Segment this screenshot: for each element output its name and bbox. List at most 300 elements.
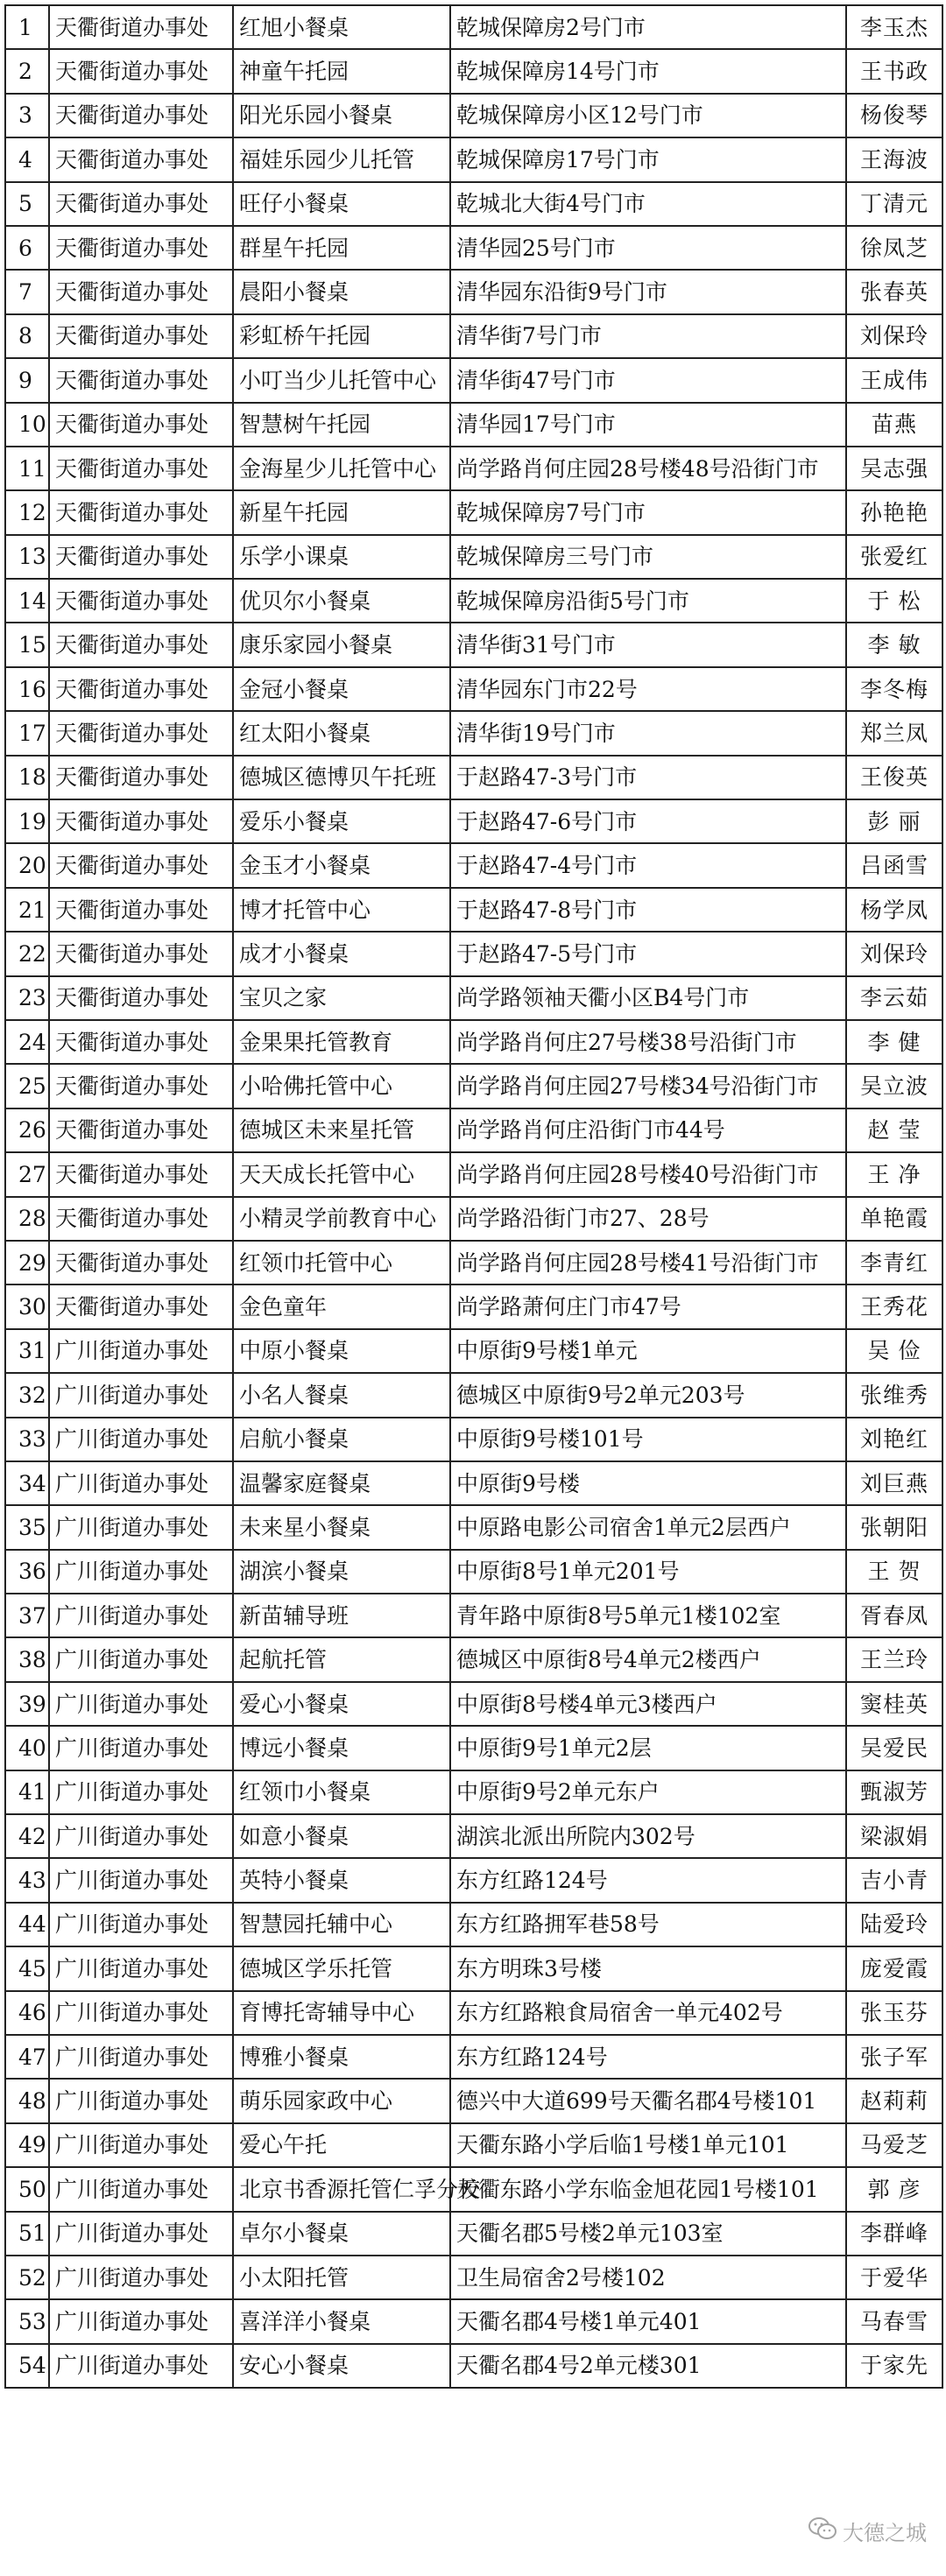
office-cell: 广川街道办事处 — [49, 2123, 233, 2167]
organization-cell: 德城区德博贝午托班 — [233, 756, 450, 799]
organization-cell: 彩虹桥午托园 — [233, 314, 450, 358]
row-number: 31 — [5, 1329, 49, 1373]
organization-cell: 小叮当少儿托管中心 — [233, 358, 450, 402]
office-cell: 广川街道办事处 — [49, 1550, 233, 1594]
table-row — [5, 1020, 942, 1064]
address-cell: 尚学路肖何庄园28号楼40号沿街门市 — [450, 1152, 846, 1196]
table-row — [5, 1329, 942, 1373]
organization-cell: 乐学小课桌 — [233, 535, 450, 579]
table-row — [5, 1461, 942, 1505]
office-cell: 广川街道办事处 — [49, 1637, 233, 1681]
row-number: 34 — [5, 1461, 49, 1505]
table-row — [5, 843, 942, 887]
address-cell: 尚学路沿街门市27、28号 — [450, 1197, 846, 1241]
organization-cell: 博远小餐桌 — [233, 1726, 450, 1770]
organization-cell: 康乐家园小餐桌 — [233, 623, 450, 666]
address-cell: 德兴中大道699号天衢名郡4号楼101 — [450, 2079, 846, 2122]
table-row — [5, 1726, 942, 1770]
table-row — [5, 932, 942, 975]
registry-table — [4, 4, 943, 2389]
row-number: 2 — [5, 49, 49, 93]
table-row — [5, 711, 942, 755]
row-number: 19 — [5, 799, 49, 843]
contact-name-cell: 王兰玲 — [846, 1637, 942, 1681]
contact-name-cell: 李 健 — [846, 1020, 942, 1064]
address-cell: 尚学路领袖天衢小区B4号门市 — [450, 976, 846, 1020]
organization-cell: 德城区未来星托管 — [233, 1109, 450, 1152]
contact-name-cell: 赵莉莉 — [846, 2079, 942, 2122]
contact-name-cell: 梁淑娟 — [846, 1814, 942, 1858]
table-row — [5, 1109, 942, 1152]
row-number: 13 — [5, 535, 49, 579]
organization-cell: 智慧树午托园 — [233, 403, 450, 447]
table-row — [5, 1946, 942, 1990]
contact-name-cell: 李玉杰 — [846, 5, 942, 49]
office-cell: 广川街道办事处 — [49, 1461, 233, 1505]
organization-cell: 英特小餐桌 — [233, 1858, 450, 1902]
contact-name-cell: 马春雪 — [846, 2299, 942, 2343]
address-cell: 尚学路肖何庄沿街门市44号 — [450, 1109, 846, 1152]
row-number: 52 — [5, 2256, 49, 2299]
contact-name-cell: 张子军 — [846, 2035, 942, 2079]
row-number: 7 — [5, 270, 49, 313]
table-row — [5, 1505, 942, 1549]
address-cell: 天衢名郡4号2单元楼301 — [450, 2344, 846, 2388]
row-number: 40 — [5, 1726, 49, 1770]
organization-cell: 博才托管中心 — [233, 888, 450, 932]
row-number: 41 — [5, 1770, 49, 1814]
table-row — [5, 667, 942, 711]
office-cell: 天衢街道办事处 — [49, 1109, 233, 1152]
organization-cell: 福娃乐园少儿托管 — [233, 137, 450, 181]
row-number: 8 — [5, 314, 49, 358]
table-row — [5, 1814, 942, 1858]
office-cell: 广川街道办事处 — [49, 1946, 233, 1990]
address-cell: 乾城保障房三号门市 — [450, 535, 846, 579]
address-cell: 中原路电影公司宿舍1单元2层西户 — [450, 1505, 846, 1549]
row-number: 35 — [5, 1505, 49, 1549]
office-cell: 天衢街道办事处 — [49, 270, 233, 313]
address-cell: 于赵路47-3号门市 — [450, 756, 846, 799]
contact-name-cell: 王海波 — [846, 137, 942, 181]
row-number: 28 — [5, 1197, 49, 1241]
contact-name-cell: 刘巨燕 — [846, 1461, 942, 1505]
organization-cell: 群星午托园 — [233, 226, 450, 270]
address-cell: 于赵路47-8号门市 — [450, 888, 846, 932]
address-cell: 乾城保障房2号门市 — [450, 5, 846, 49]
contact-name-cell: 苗燕 — [846, 403, 942, 447]
address-cell: 清华街19号门市 — [450, 711, 846, 755]
row-number: 5 — [5, 182, 49, 226]
organization-cell: 金冠小餐桌 — [233, 667, 450, 711]
row-number: 54 — [5, 2344, 49, 2388]
table-row — [5, 5, 942, 49]
organization-cell: 中原小餐桌 — [233, 1329, 450, 1373]
office-cell: 广川街道办事处 — [49, 1329, 233, 1373]
row-number: 46 — [5, 1991, 49, 2035]
row-number: 26 — [5, 1109, 49, 1152]
contact-name-cell: 张春英 — [846, 270, 942, 313]
contact-name-cell: 丁清元 — [846, 182, 942, 226]
table-row — [5, 1284, 942, 1328]
row-number: 14 — [5, 579, 49, 623]
address-cell: 清华园17号门市 — [450, 403, 846, 447]
contact-name-cell: 李 敏 — [846, 623, 942, 666]
organization-cell: 成才小餐桌 — [233, 932, 450, 975]
organization-cell: 红旭小餐桌 — [233, 5, 450, 49]
address-cell: 天衢东路小学东临金旭花园1号楼101 — [450, 2167, 846, 2211]
office-cell: 天衢街道办事处 — [49, 94, 233, 137]
office-cell: 天衢街道办事处 — [49, 799, 233, 843]
row-number: 24 — [5, 1020, 49, 1064]
address-cell: 乾城保障房小区12号门市 — [450, 94, 846, 137]
row-number: 11 — [5, 447, 49, 490]
office-cell: 天衢街道办事处 — [49, 1020, 233, 1064]
address-cell: 清华园东门市22号 — [450, 667, 846, 711]
contact-name-cell: 王俊英 — [846, 756, 942, 799]
row-number: 17 — [5, 711, 49, 755]
address-cell: 乾城保障房7号门市 — [450, 490, 846, 534]
address-cell: 乾城保障房沿街5号门市 — [450, 579, 846, 623]
office-cell: 天衢街道办事处 — [49, 976, 233, 1020]
organization-cell: 起航托管 — [233, 1637, 450, 1681]
address-cell: 乾城保障房14号门市 — [450, 49, 846, 93]
table-row — [5, 1594, 942, 1637]
contact-name-cell: 王 净 — [846, 1152, 942, 1196]
address-cell: 尚学路萧何庄门市47号 — [450, 1284, 846, 1328]
table-row — [5, 1991, 942, 2035]
address-cell: 中原街9号楼 — [450, 1461, 846, 1505]
table-row — [5, 49, 942, 93]
table-row — [5, 756, 942, 799]
office-cell: 天衢街道办事处 — [49, 756, 233, 799]
contact-name-cell: 于爱华 — [846, 2256, 942, 2299]
organization-cell: 新星午托园 — [233, 490, 450, 534]
office-cell: 广川街道办事处 — [49, 2212, 233, 2256]
office-cell: 天衢街道办事处 — [49, 490, 233, 534]
organization-cell: 小精灵学前教育中心 — [233, 1197, 450, 1241]
table-row — [5, 799, 942, 843]
contact-name-cell: 庞爱霞 — [846, 1946, 942, 1990]
organization-cell: 萌乐园家政中心 — [233, 2079, 450, 2122]
contact-name-cell: 张维秀 — [846, 1373, 942, 1417]
organization-cell: 小太阳托管 — [233, 2256, 450, 2299]
contact-name-cell: 马爱芝 — [846, 2123, 942, 2167]
contact-name-cell: 吴立波 — [846, 1064, 942, 1108]
wechat-icon — [808, 2516, 837, 2546]
office-cell: 广川街道办事处 — [49, 1814, 233, 1858]
address-cell: 中原街9号楼101号 — [450, 1418, 846, 1461]
table-row — [5, 1241, 942, 1284]
row-number: 25 — [5, 1064, 49, 1108]
contact-name-cell: 杨学凤 — [846, 888, 942, 932]
address-cell: 乾城北大街4号门市 — [450, 182, 846, 226]
organization-cell: 卓尔小餐桌 — [233, 2212, 450, 2256]
contact-name-cell: 刘艳红 — [846, 1418, 942, 1461]
address-cell: 德城区中原街8号4单元2楼西户 — [450, 1637, 846, 1681]
address-cell: 德城区中原街9号2单元203号 — [450, 1373, 846, 1417]
organization-cell: 爱心午托 — [233, 2123, 450, 2167]
contact-name-cell: 郭 彦 — [846, 2167, 942, 2211]
address-cell: 于赵路47-6号门市 — [450, 799, 846, 843]
row-number: 43 — [5, 1858, 49, 1902]
row-number: 21 — [5, 888, 49, 932]
address-cell: 湖滨北派出所院内302号 — [450, 1814, 846, 1858]
contact-name-cell: 郑兰凤 — [846, 711, 942, 755]
organization-cell: 德城区学乐托管 — [233, 1946, 450, 1990]
contact-name-cell: 吴志强 — [846, 447, 942, 490]
organization-cell: 温馨家庭餐桌 — [233, 1461, 450, 1505]
address-cell: 天衢名郡4号楼1单元401 — [450, 2299, 846, 2343]
table-row — [5, 1197, 942, 1241]
table-row — [5, 490, 942, 534]
address-cell: 清华街47号门市 — [450, 358, 846, 402]
row-number: 42 — [5, 1814, 49, 1858]
contact-name-cell: 单艳霞 — [846, 1197, 942, 1241]
contact-name-cell: 刘保玲 — [846, 932, 942, 975]
row-number: 38 — [5, 1637, 49, 1681]
row-number: 27 — [5, 1152, 49, 1196]
organization-cell: 如意小餐桌 — [233, 1814, 450, 1858]
contact-name-cell: 于家先 — [846, 2344, 942, 2388]
watermark — [808, 2516, 927, 2546]
table-row — [5, 1637, 942, 1681]
organization-cell: 喜洋洋小餐桌 — [233, 2299, 450, 2343]
address-cell: 东方红路124号 — [450, 2035, 846, 2079]
address-cell: 于赵路47-5号门市 — [450, 932, 846, 975]
row-number: 44 — [5, 1903, 49, 1946]
organization-cell: 博雅小餐桌 — [233, 2035, 450, 2079]
row-number: 6 — [5, 226, 49, 270]
organization-cell: 小名人餐桌 — [233, 1373, 450, 1417]
row-number: 9 — [5, 358, 49, 402]
row-number: 3 — [5, 94, 49, 137]
address-cell: 清华街31号门市 — [450, 623, 846, 666]
office-cell: 天衢街道办事处 — [49, 579, 233, 623]
table-row — [5, 182, 942, 226]
contact-name-cell: 刘保玲 — [846, 314, 942, 358]
office-cell: 天衢街道办事处 — [49, 623, 233, 666]
office-cell: 天衢街道办事处 — [49, 49, 233, 93]
organization-cell: 神童午托园 — [233, 49, 450, 93]
office-cell: 天衢街道办事处 — [49, 1064, 233, 1108]
row-number: 37 — [5, 1594, 49, 1637]
contact-name-cell: 李青红 — [846, 1241, 942, 1284]
contact-name-cell: 赵 莹 — [846, 1109, 942, 1152]
contact-name-cell: 吴 俭 — [846, 1329, 942, 1373]
table-row — [5, 94, 942, 137]
organization-cell: 金玉才小餐桌 — [233, 843, 450, 887]
office-cell: 天衢街道办事处 — [49, 1152, 233, 1196]
address-cell: 天衢名郡5号楼2单元103室 — [450, 2212, 846, 2256]
organization-cell: 小哈佛托管中心 — [233, 1064, 450, 1108]
office-cell: 广川街道办事处 — [49, 1726, 233, 1770]
table-row — [5, 1418, 942, 1461]
address-cell: 东方明珠3号楼 — [450, 1946, 846, 1990]
row-number: 10 — [5, 403, 49, 447]
table-row — [5, 270, 942, 313]
contact-name-cell: 王书政 — [846, 49, 942, 93]
table-row — [5, 1064, 942, 1108]
table-row — [5, 314, 942, 358]
address-cell: 天衢东路小学后临1号楼1单元101 — [450, 2123, 846, 2167]
row-number: 1 — [5, 5, 49, 49]
organization-cell: 金果果托管教育 — [233, 1020, 450, 1064]
office-cell: 广川街道办事处 — [49, 2299, 233, 2343]
contact-name-cell: 吉小青 — [846, 1858, 942, 1902]
organization-cell: 启航小餐桌 — [233, 1418, 450, 1461]
row-number: 12 — [5, 490, 49, 534]
table-row — [5, 137, 942, 181]
contact-name-cell: 李群峰 — [846, 2212, 942, 2256]
row-number: 53 — [5, 2299, 49, 2343]
table-row — [5, 226, 942, 270]
contact-name-cell: 彭 丽 — [846, 799, 942, 843]
organization-cell: 智慧园托辅中心 — [233, 1903, 450, 1946]
row-number: 30 — [5, 1284, 49, 1328]
address-cell: 尚学路肖何庄园28号楼48号沿街门市 — [450, 447, 846, 490]
office-cell: 广川街道办事处 — [49, 2079, 233, 2122]
contact-name-cell: 张朝阳 — [846, 1505, 942, 1549]
row-number: 15 — [5, 623, 49, 666]
organization-cell: 金色童年 — [233, 1284, 450, 1328]
contact-name-cell: 张爱红 — [846, 535, 942, 579]
address-cell: 卫生局宿舍2号楼102 — [450, 2256, 846, 2299]
contact-name-cell: 孙艳艳 — [846, 490, 942, 534]
organization-cell: 爱心小餐桌 — [233, 1682, 450, 1726]
contact-name-cell: 王成伟 — [846, 358, 942, 402]
contact-name-cell: 李云茹 — [846, 976, 942, 1020]
table-row — [5, 976, 942, 1020]
row-number: 23 — [5, 976, 49, 1020]
table-row — [5, 2256, 942, 2299]
contact-name-cell: 吕函雪 — [846, 843, 942, 887]
table-row — [5, 1373, 942, 1417]
contact-name-cell: 窦桂英 — [846, 1682, 942, 1726]
contact-name-cell: 张玉芬 — [846, 1991, 942, 2035]
organization-cell: 育博托寄辅导中心 — [233, 1991, 450, 2035]
table-row — [5, 2167, 942, 2211]
office-cell: 广川街道办事处 — [49, 1594, 233, 1637]
organization-cell: 阳光乐园小餐桌 — [233, 94, 450, 137]
table-row — [5, 535, 942, 579]
row-number: 18 — [5, 756, 49, 799]
organization-cell: 新苗辅导班 — [233, 1594, 450, 1637]
organization-cell: 未来星小餐桌 — [233, 1505, 450, 1549]
contact-name-cell: 李冬梅 — [846, 667, 942, 711]
table-row — [5, 1152, 942, 1196]
row-number: 49 — [5, 2123, 49, 2167]
registry-table-body — [5, 5, 942, 2388]
row-number: 20 — [5, 843, 49, 887]
office-cell: 天衢街道办事处 — [49, 358, 233, 402]
address-cell: 尚学路肖何庄27号楼38号沿街门市 — [450, 1020, 846, 1064]
address-cell: 中原街9号1单元2层 — [450, 1726, 846, 1770]
contact-name-cell: 吴爱民 — [846, 1726, 942, 1770]
row-number: 32 — [5, 1373, 49, 1417]
table-row — [5, 1858, 942, 1902]
office-cell: 广川街道办事处 — [49, 1858, 233, 1902]
table-row — [5, 447, 942, 490]
organization-cell: 湖滨小餐桌 — [233, 1550, 450, 1594]
organization-cell: 优贝尔小餐桌 — [233, 579, 450, 623]
address-cell: 中原街8号楼4单元3楼西户 — [450, 1682, 846, 1726]
office-cell: 天衢街道办事处 — [49, 226, 233, 270]
table-row — [5, 623, 942, 666]
row-number: 50 — [5, 2167, 49, 2211]
address-cell: 尚学路肖何庄园28号楼41号沿街门市 — [450, 1241, 846, 1284]
address-cell: 中原街8号1单元201号 — [450, 1550, 846, 1594]
contact-name-cell: 徐凤芝 — [846, 226, 942, 270]
organization-cell: 红领巾托管中心 — [233, 1241, 450, 1284]
organization-cell: 宝贝之家 — [233, 976, 450, 1020]
table-row — [5, 2079, 942, 2122]
contact-name-cell: 王秀花 — [846, 1284, 942, 1328]
table-row — [5, 2212, 942, 2256]
address-cell: 清华园25号门市 — [450, 226, 846, 270]
row-number: 16 — [5, 667, 49, 711]
address-cell: 尚学路肖何庄园27号楼34号沿街门市 — [450, 1064, 846, 1108]
office-cell: 天衢街道办事处 — [49, 182, 233, 226]
office-cell: 天衢街道办事处 — [49, 1197, 233, 1241]
address-cell: 于赵路47-4号门市 — [450, 843, 846, 887]
contact-name-cell: 杨俊琴 — [846, 94, 942, 137]
contact-name-cell: 甄淑芳 — [846, 1770, 942, 1814]
office-cell: 广川街道办事处 — [49, 1770, 233, 1814]
office-cell: 天衢街道办事处 — [49, 403, 233, 447]
office-cell: 天衢街道办事处 — [49, 447, 233, 490]
address-cell: 青年路中原街8号5单元1楼102室 — [450, 1594, 846, 1637]
office-cell: 广川街道办事处 — [49, 1991, 233, 2035]
table-row — [5, 1682, 942, 1726]
table-row — [5, 1903, 942, 1946]
office-cell: 天衢街道办事处 — [49, 5, 233, 49]
table-row — [5, 888, 942, 932]
office-cell: 天衢街道办事处 — [49, 711, 233, 755]
contact-name-cell: 于 松 — [846, 579, 942, 623]
organization-cell: 天天成长托管中心 — [233, 1152, 450, 1196]
table-row — [5, 1550, 942, 1594]
row-number: 36 — [5, 1550, 49, 1594]
row-number: 22 — [5, 932, 49, 975]
table-row — [5, 2035, 942, 2079]
office-cell: 天衢街道办事处 — [49, 888, 233, 932]
row-number: 29 — [5, 1241, 49, 1284]
office-cell: 天衢街道办事处 — [49, 1241, 233, 1284]
address-cell: 乾城保障房17号门市 — [450, 137, 846, 181]
office-cell: 广川街道办事处 — [49, 1682, 233, 1726]
office-cell: 广川街道办事处 — [49, 1373, 233, 1417]
row-number: 39 — [5, 1682, 49, 1726]
office-cell: 天衢街道办事处 — [49, 667, 233, 711]
address-cell: 东方红路粮食局宿舍一单元402号 — [450, 1991, 846, 2035]
table-row — [5, 2299, 942, 2343]
address-cell: 中原街9号2单元东户 — [450, 1770, 846, 1814]
office-cell: 天衢街道办事处 — [49, 843, 233, 887]
office-cell: 广川街道办事处 — [49, 1505, 233, 1549]
row-number: 47 — [5, 2035, 49, 2079]
organization-cell: 爱乐小餐桌 — [233, 799, 450, 843]
watermark-text: 大德之城 — [843, 2521, 927, 2545]
row-number: 51 — [5, 2212, 49, 2256]
table-row — [5, 2123, 942, 2167]
office-cell: 广川街道办事处 — [49, 2344, 233, 2388]
office-cell: 天衢街道办事处 — [49, 932, 233, 975]
address-cell: 清华街7号门市 — [450, 314, 846, 358]
organization-cell: 晨阳小餐桌 — [233, 270, 450, 313]
office-cell: 天衢街道办事处 — [49, 1284, 233, 1328]
organization-cell: 金海星少儿托管中心 — [233, 447, 450, 490]
